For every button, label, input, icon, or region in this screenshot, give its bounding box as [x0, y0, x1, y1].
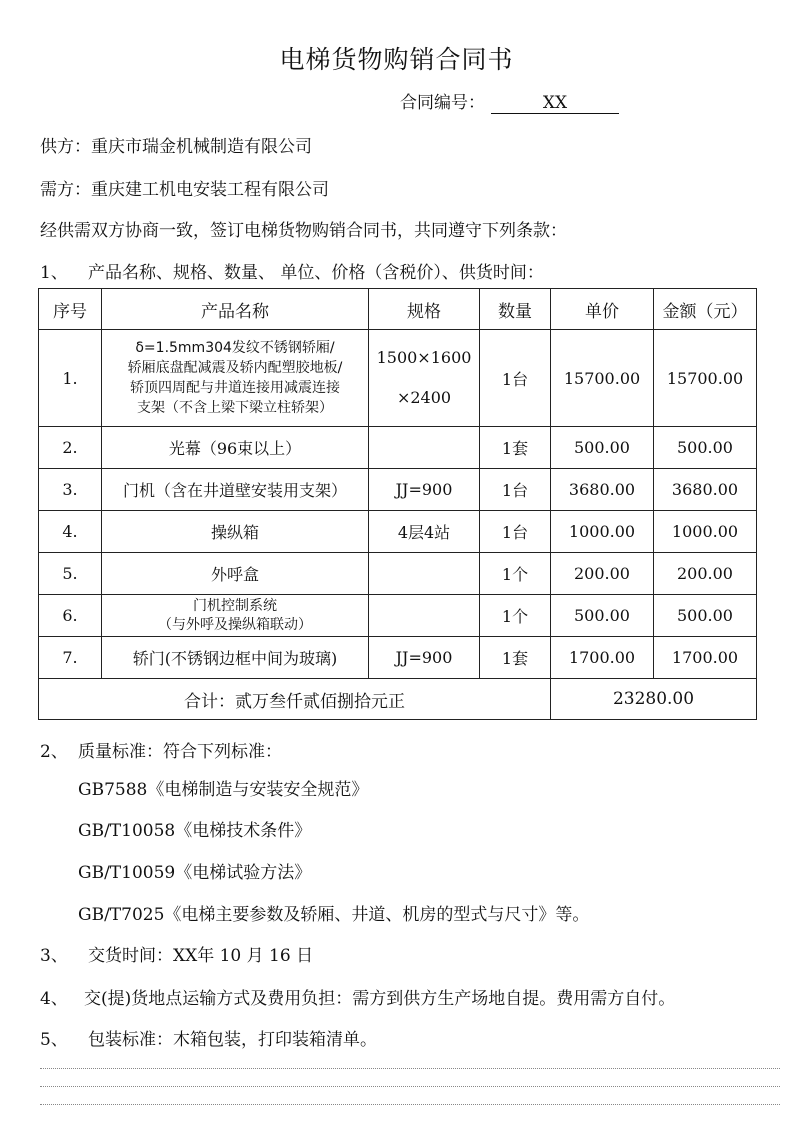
clause-4-number: 4、	[40, 989, 68, 1009]
row-qty: 1台	[480, 330, 551, 427]
row-qty: 1台	[480, 469, 551, 511]
standard-item: GB/T10058《电梯技术条件》	[78, 821, 312, 841]
row-name-line: （与外呼及操纵箱联动）	[158, 616, 312, 633]
clause-2-number: 2、	[40, 742, 68, 762]
row-no: 6.	[39, 595, 102, 637]
clause-3	[40, 941, 313, 966]
row-name-line: δ=1.5mm304发纹不锈钢轿厢/	[135, 340, 335, 356]
row-no: 4.	[39, 511, 102, 553]
contract-number	[400, 88, 619, 114]
row-no: 2.	[39, 427, 102, 469]
header-amount: 金额（元）	[654, 289, 757, 330]
header-name: 产品名称	[102, 289, 369, 330]
clause-2	[40, 737, 282, 762]
table-row	[39, 427, 757, 469]
row-price: 1700.00	[551, 637, 654, 679]
row-name-line: 门机控制系统	[193, 597, 277, 614]
row-amount: 15700.00	[654, 330, 757, 427]
clause-4-text: 交(提)货地点运输方式及费用负担：需方到供方生产场地自提。费用需方自付。	[84, 989, 676, 1009]
clause-3-number: 3、	[40, 946, 68, 966]
standard-item: GB7588《电梯制造与安装安全规范》	[78, 780, 369, 800]
row-no: 5.	[39, 553, 102, 595]
header-spec: 规格	[369, 289, 480, 330]
contract-number-value: XX	[491, 93, 619, 114]
intro-line: 经供需双方协商一致，签订电梯货物购销合同书，共同遵守下列条款：	[40, 221, 567, 241]
clause-5-number: 5、	[40, 1030, 68, 1050]
row-spec: 4层4站	[369, 511, 480, 553]
row-amount: 500.00	[654, 427, 757, 469]
buyer-line: 需方：重庆建工机电安装工程有限公司	[40, 180, 329, 200]
row-amount: 3680.00	[654, 469, 757, 511]
table-row	[39, 553, 757, 595]
row-name: 门机（含在井道壁安装用支架）	[102, 469, 369, 511]
total-value: 23280.00	[551, 679, 757, 720]
clause-1	[40, 258, 544, 283]
row-spec-line: ×2400	[396, 388, 452, 407]
row-price: 1000.00	[551, 511, 654, 553]
row-spec-line: 1500×1600	[376, 348, 472, 367]
row-name	[102, 330, 369, 427]
row-qty: 1个	[480, 553, 551, 595]
clause-2-text: 质量标准：符合下列标准：	[78, 742, 282, 762]
table-row	[39, 330, 757, 427]
table-row	[39, 637, 757, 679]
row-price: 500.00	[551, 427, 654, 469]
supplier-line: 供方：重庆市瑞金机械制造有限公司	[40, 137, 312, 157]
header-no: 序号	[39, 289, 102, 330]
row-amount: 1000.00	[654, 511, 757, 553]
row-price: 200.00	[551, 553, 654, 595]
row-price: 15700.00	[551, 330, 654, 427]
row-name-line: 轿顶四周配与井道连接用减震连接	[130, 380, 340, 396]
clause-5	[40, 1025, 377, 1050]
row-qty: 1个	[480, 595, 551, 637]
row-qty: 1套	[480, 637, 551, 679]
row-name-line: 支架（不含上梁下梁立柱轿架）	[137, 400, 333, 416]
row-name-line: 轿厢底盘配减震及轿内配塑胶地板/	[127, 360, 343, 376]
row-amount: 200.00	[654, 553, 757, 595]
header-qty: 数量	[480, 289, 551, 330]
row-spec	[369, 553, 480, 595]
row-spec: JJ=900	[369, 469, 480, 511]
row-no: 7.	[39, 637, 102, 679]
row-name	[102, 595, 369, 637]
header-price: 单价	[551, 289, 654, 330]
standard-item: GB/T7025《电梯主要参数及轿厢、井道、机房的型式与尺寸》等。	[78, 905, 590, 925]
dotted-divider	[40, 1086, 780, 1087]
clause-1-number: 1、	[40, 263, 68, 283]
row-price: 500.00	[551, 595, 654, 637]
row-name: 轿门(不锈钢边框中间为玻璃)	[102, 637, 369, 679]
row-name: 外呼盒	[102, 553, 369, 595]
clause-4	[40, 984, 675, 1009]
clause-1-text: 产品名称、规格、数量、 单位、价格（含税价）、供货时间：	[88, 263, 544, 283]
goods-table	[38, 288, 757, 720]
row-name: 操纵箱	[102, 511, 369, 553]
table-row	[39, 511, 757, 553]
row-name: 光幕（96束以上）	[102, 427, 369, 469]
table-row	[39, 595, 757, 637]
document-title: 电梯货物购销合同书	[279, 45, 514, 74]
row-qty: 1台	[480, 511, 551, 553]
contract-number-label: 合同编号：	[400, 93, 485, 113]
row-qty: 1套	[480, 427, 551, 469]
dotted-divider	[40, 1104, 780, 1105]
dotted-divider	[40, 1068, 780, 1069]
clause-5-text: 包装标准：木箱包装，打印装箱清单。	[88, 1030, 377, 1050]
row-amount: 500.00	[654, 595, 757, 637]
standard-item: GB/T10059《电梯试验方法》	[78, 863, 312, 883]
row-price: 3680.00	[551, 469, 654, 511]
table-header-row	[39, 289, 757, 330]
table-total-row	[39, 679, 757, 720]
row-spec	[369, 427, 480, 469]
row-spec	[369, 330, 480, 427]
row-amount: 1700.00	[654, 637, 757, 679]
clause-3-text: 交货时间：XX年 10 月 16 日	[88, 946, 314, 966]
table-row	[39, 469, 757, 511]
row-no: 3.	[39, 469, 102, 511]
row-spec	[369, 595, 480, 637]
row-no: 1.	[39, 330, 102, 427]
total-label: 合计：贰万叁仟贰佰捌拾元正	[39, 679, 551, 720]
row-spec: JJ=900	[369, 637, 480, 679]
